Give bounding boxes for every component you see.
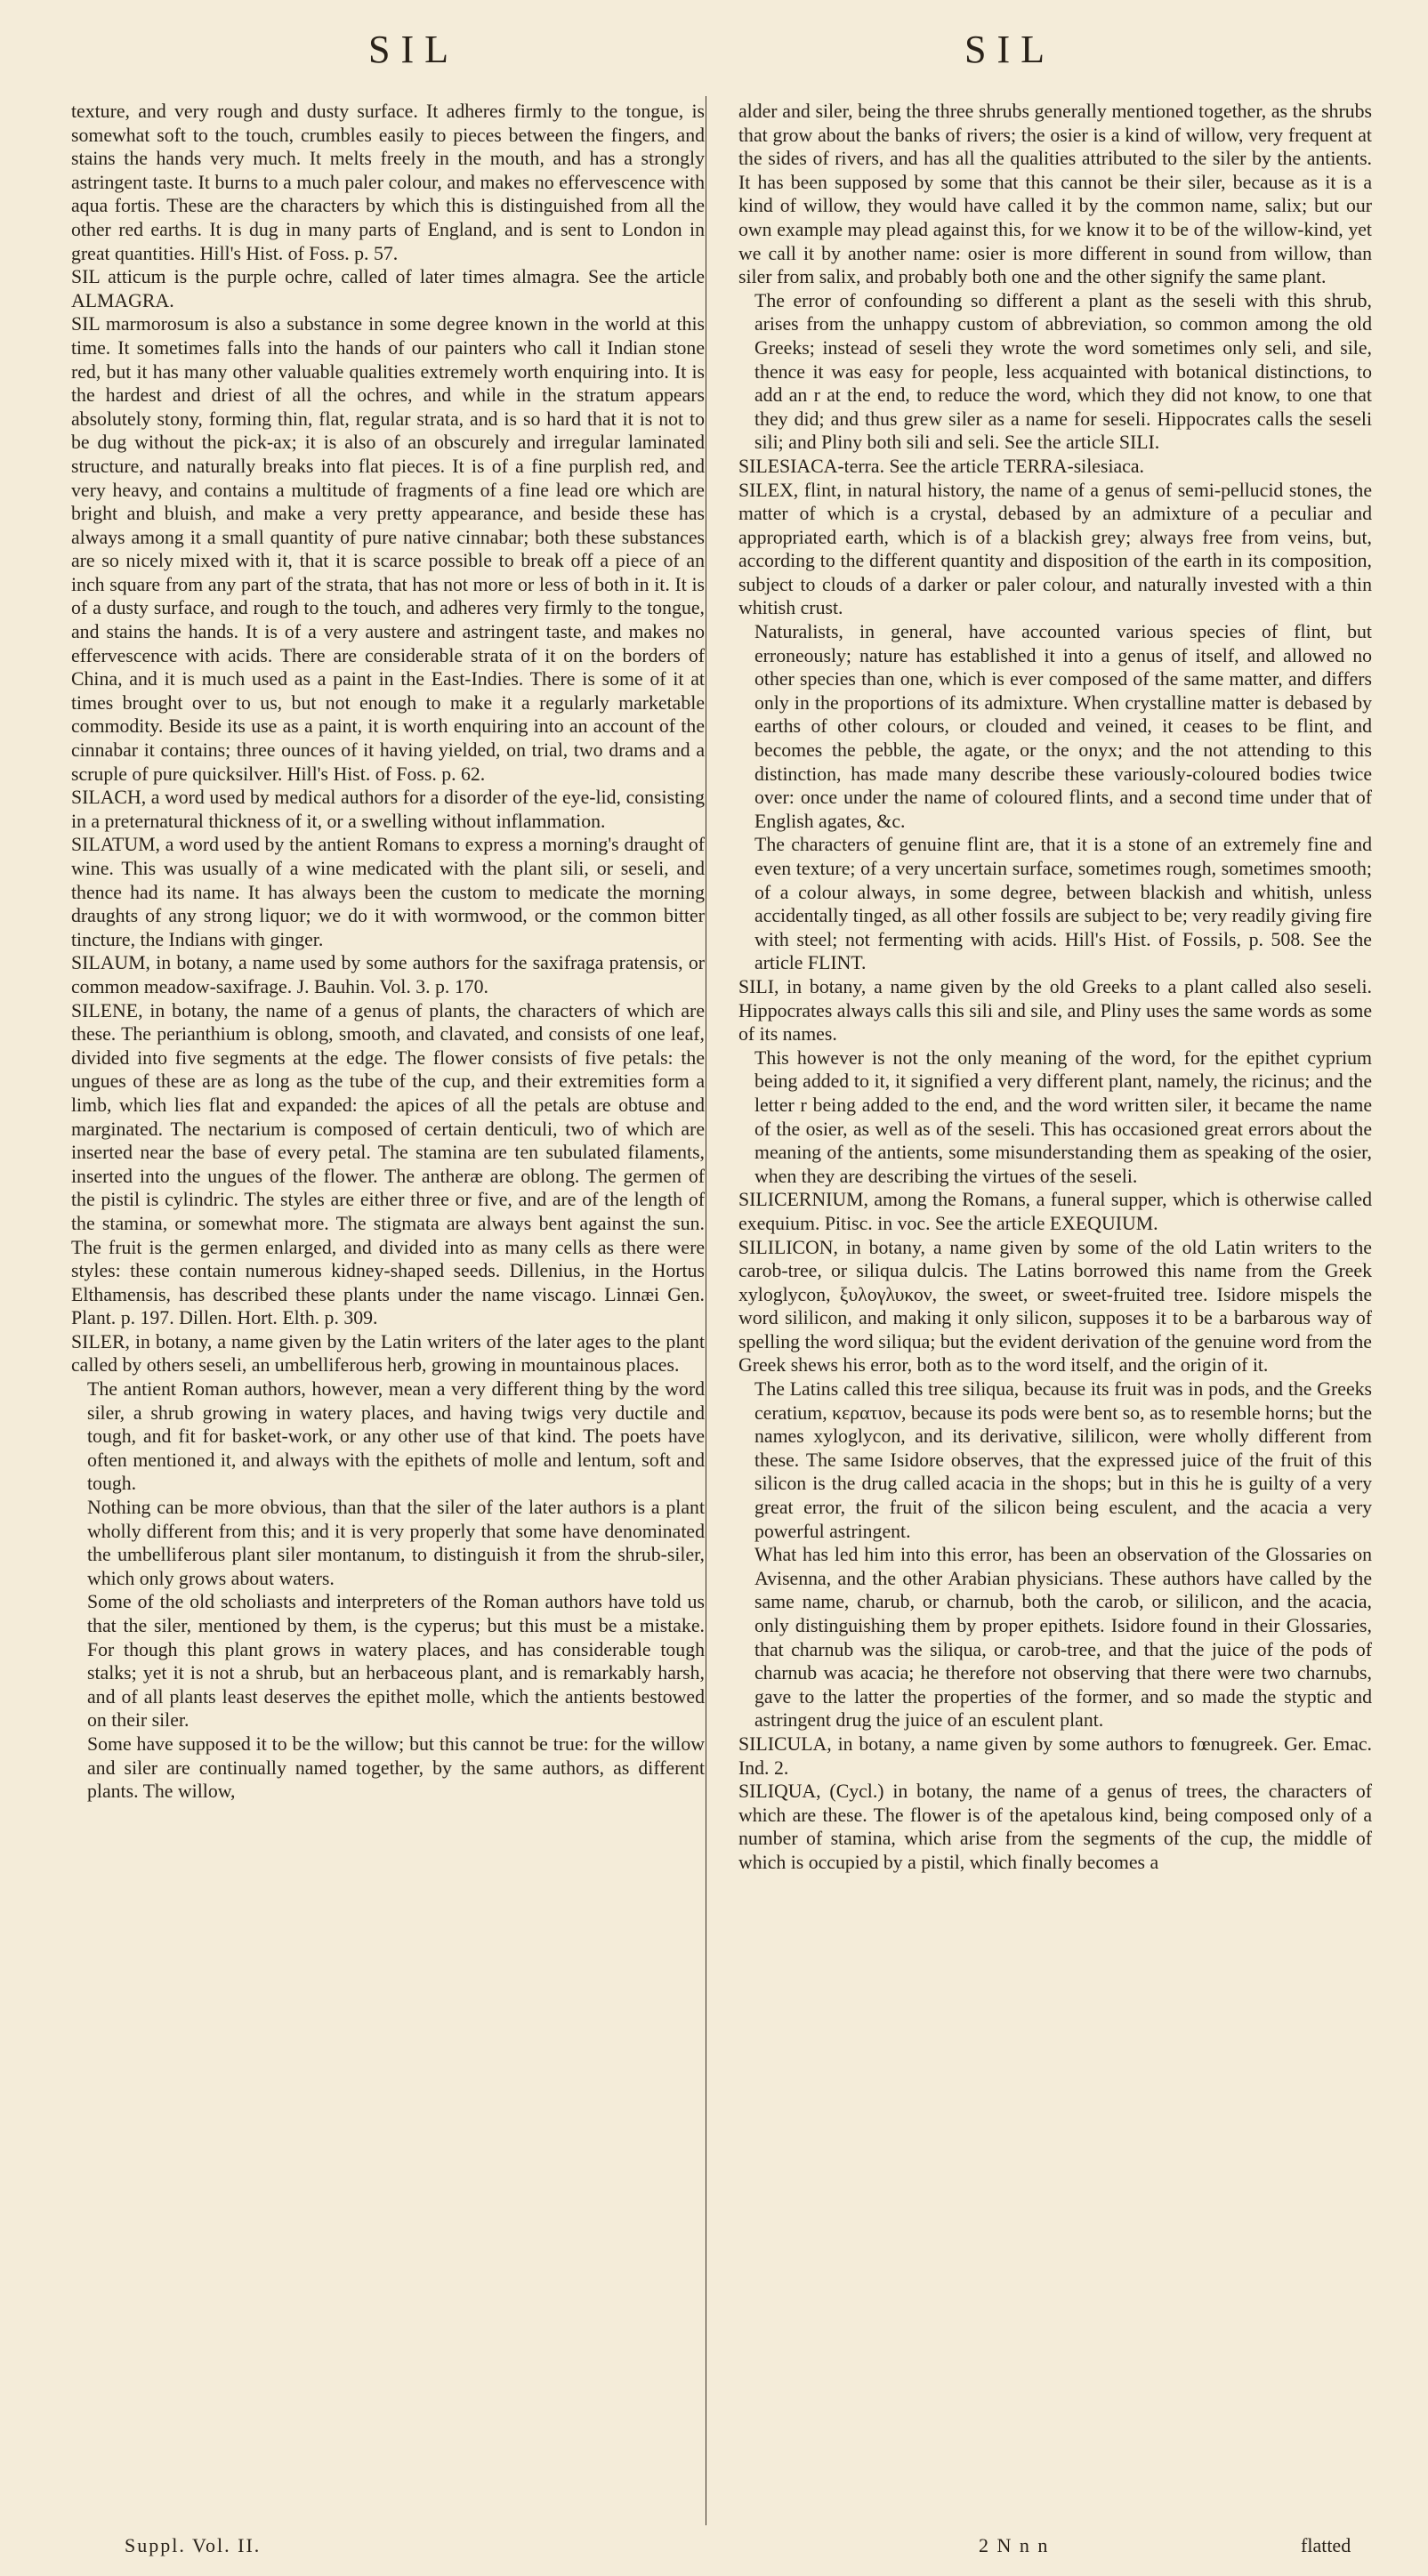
entry-silatum: SILATUM, a word used by the antient Romans to express a morning's draught of wine. This was usually of a wine medicated with the plant sili, or seseli, and thence had its name. It has always been the custom to medicate the morning draughts of any strong liquor; we do it with wormwood, or the common bitter tincture, the Indians with ginger. xyxy=(71,834,705,950)
entry-silaum: SILAUM, in botany, a name used by some authors for the saxifraga pratensis, or common meadow-saxifrage. J. Bauhin. Vol. 3. p. 170. xyxy=(71,952,705,997)
entry-sil-atticum: SIL atticum is the purple ochre, called of later times almagra. See the article ALMAGRA. xyxy=(71,266,705,311)
catchword: flatted xyxy=(1301,2534,1351,2556)
entry-silesiaca: SILESIACA-terra. See the article TERRA-silesiaca. xyxy=(738,455,1144,477)
running-head-left: SIL xyxy=(368,28,459,71)
entry-silicernium: SILICERNIUM, among the Romans, a funeral supper, which is otherwise called exequium. Pitisc. in voc. See the article EXEQUIUM. xyxy=(738,1189,1372,1234)
entry-siler: SILER, in botany, a name given by the Latin writers of the later ages to the plant called by others seseli, an umbelliferous herb, growing in mountainous places. xyxy=(71,1330,705,1377)
paragraph: What has led him into this error, has been an observation of the Glossaries on Avisenna, and the other Arabian physicians. These authors have called by the same name, charub, or charnub, both the carob, or sililicon, and the acacia, only distinguishing them by proper epithets. Isidore found in their Glossaries, that charnub was the siliqua, or carob-tree, and that the juice of the pods of charnub was acacia; he therefore not observing that there were two charnubs, gave to the latter the properties of the former, and so made the styptic and astringent drug the juice of an esculent plant. xyxy=(754,1544,1372,1732)
entry-silene: SILENE, in botany, the name of a genus of plants, the characters of which are these. The perianthium is oblong, smooth, and clavated, and consists of one leaf, divided into five segments at the edge. The flower consists of five petals: the ungues of these are as long as the tube of the cup, and their extremities form a limb, which lies flat and expanded: the apices of all the petals are obtuse and marginated. The nectarium is composed of certain denticuli, two of which are inserted near the base of every petal. The stamina are ten subulated filaments, inserted into the ungues of the flower. The antheræ are oblong. The germen of the pistil is cylindric. The styles are either three or five, and are of the length of the stamina, or somewhat more. The stigmata are always bent against the sun. The fruit is the germen enlarged, and divided into as many cells as there were styles: these contain numerous kidney-shaped seeds. Dillenius, in the Hortus Elthamensis, has described these plants under the name viscago. Linnæi Gen. Plant. p. 197. Dillen. Hort. Elth. p. 309. xyxy=(71,999,705,1329)
paragraph: alder and siler, being the three shrubs generally mentioned together, as the shrubs that grow about the banks of rivers; the osier is a kind of willow, very frequent at the sides of rivers, and has all the qualities attributed to the siler by the antients. It has been supposed by some that this cannot be their siler, because as it is a kind of willow, they would have called it by the common name, salix; but our own example may plead against this, for we know it to be of the willow-kind, yet we call it by another name: osier is more different in sound from willow, than siler from salix, and probably both one and the other signify the same plant. xyxy=(738,101,1372,288)
entry-sililicon: SILILICON, in botany, a name given by some of the old Latin writers to the carob-tree, or siliqua dulcis. The Latins borrowed this name from the Greek xyloglycon, ξυλογλυκον, the sweet, or sweet-fruited tree. Isidore mispels the word sililicon, and making it only silicon, supposes it to be a barbarous way of spelling the word siliqua; but the evident derivation of the genuine word from the Greek shews his error, both as to the word itself, and the origin of it. xyxy=(738,1236,1372,1377)
left-column xyxy=(71,100,705,1804)
paragraph: This however is not the only meaning of the word, for the epithet cyprium being added to it, it signified a very different plant, namely, the ricinus; and the letter r being added to the end, and the word written siler, it became the name of the osier, as well as of the seseli. This has occasioned great errors about the meaning of the antients, some misunderstanding them as speaking of the osier, when they are describing the virtues of the seseli. xyxy=(754,1046,1372,1187)
paragraph: The error of confounding so different a plant as the seseli with this shrub, arises from the unhappy custom of abbreviation, so common among the old Greeks; instead of seseli they wrote the word sometimes only seli, and sile, thence it was easy for people, less acquainted with botanical distinctions, to add an r at the end, to reduce the word, which they did not know, to one that they did; and thus grew siler as a name for seseli. Hippocrates calls the seseli sili; and Pliny both sili and seli. See the article SILI. xyxy=(754,289,1372,454)
entry-silach: SILACH, a word used by medical authors for a disorder of the eye-lid, consisting in a preternatural thickness of it, or a swelling without inflammation. xyxy=(71,787,705,832)
paragraph: texture, and very rough and dusty surface. It adheres firmly to the tongue, is somewhat soft to the touch, crumbles easily to pieces between the fingers, and stains the hands very much. It melts freely in the mouth, and has a strongly astringent taste. It burns to a much paler colour, and makes no effervescence with aqua fortis. These are the characters by which this is distinguished from all the other red earths. It is dug in many parts of England, and is sent to London in great quantities. Hill's Hist. of Foss. p. 57. xyxy=(71,101,705,264)
paragraph: Naturalists, in general, have accounted various species of flint, but erroneously; nature has established it into a genus of itself, and allowed no other species than one, which is ever composed of the same matter, and differs only in the proportions of its admixture. When crystalline matter is debased by earths of other colours, or clouded and veined, it ceases to be flint, and becomes the pebble, the agate, or the onyx; and the not attending to this distinction, has made many describe these variously-coloured bodies twice over: once under the name of coloured flints, and a second time under that of English agates, &c. xyxy=(754,621,1372,832)
paragraph: The characters of genuine flint are, that it is a stone of an extremely fine and even texture; of a very uncertain surface, sometimes rough, sometimes smooth; of a colour always, in some degree, between blackish and whitish, unless accidentally tinged, as all other fossils are subject to be; very readily giving fire with steel; not fermenting with acids. Hill's Hist. of Fossils, p. 508. See the article FLINT. xyxy=(754,834,1372,974)
gathering-signature: 2 N n n xyxy=(979,2534,1050,2556)
entry-silicula: SILICULA, in botany, a name given by some authors to fœnugreek. Ger. Emac. Ind. 2. xyxy=(738,1732,1372,1779)
entry-silex: SILEX, flint, in natural history, the name of a genus of semi-pellucid stones, the matter of which is a crystal, debased by an admixture of a peculiar and appropriated earth, which is of a blackish grey; always free from veins, but, according to the different quantity and disposition of the earth in its composition, subject to clouds of a darker or paler colour, and naturally invested with a thin whitish crust. xyxy=(738,479,1372,619)
paragraph: The antient Roman authors, however, mean a very different thing by the word siler, a shrub growing in watery places, and having twigs very ductile and tough, and fit for basket-work, or any other use of that kind. The poets have often mentioned it, and always with the epithets of molle and lentum, soft and tough. xyxy=(87,1378,705,1495)
entry-sili: SILI, in botany, a name given by the old Greeks to a plant called also seseli. Hippocrates always calls this sili and sile, and Pliny uses the same words as some of its names. xyxy=(738,975,1372,1046)
entry-sil-marmorosum: SIL marmorosum is also a substance in some degree known in the world at this time. It sometimes falls into the hands of our painters who call it Indian stone red, but it has many other valuable qualities extremely worth enquiring into. It is the hardest and driest of all the ochres, and while in the stratum appears absolutely stony, forming thin, flat, regular strata, and is so hard that it is not to be dug without the pick-ax; it is also of an obscurely and irregular laminated structure, and naturally breaks into flat pieces. It is of a fine purplish red, and very heavy, and contains a multitude of fragments of a fine lead ore which are bright and bluish, and make a very pretty appearance, and beside these has always among it a small quantity of pure native cinnabar; both these substances are so nicely mixed with it, that it is scarce possible to break off a piece of an inch square from any part of the strata, that has not more or less of both in it. It is of a dusty surface, and rough to the touch, and adheres very firmly to the tongue, and stains the hands. It is of a very austere and astringent taste, and makes no effervescence with acids. There are considerable strata of it on the borders of China, and it is much used as a paint in the East-Indies. There is some of it at times brought over to us, but not enough to make it a regularly marketable commodity. Beside its use as a paint, it is worth enquiring into an account of the cinnabar it contains; three ounces of it having yielded, on trial, two drams and a scruple of pure quicksilver. Hill's Hist. of Foss. p. 62. xyxy=(71,313,705,785)
running-head-right: SIL xyxy=(964,28,1055,71)
paragraph: Some have supposed it to be the willow; but this cannot be true: for the willow and siler are continually named together, by the same authors, as different plants. The willow, xyxy=(87,1732,705,1803)
volume-signature: Suppl. Vol. II. xyxy=(125,2534,262,2556)
entry-siliqua: SILIQUA, (Cycl.) in botany, the name of a genus of trees, the characters of which are these. The flower is of the apetalous kind, being composed only of a number of stamina, which arise from the segments of the cup, the middle of which is occupied by a pistil, which finally becomes a xyxy=(738,1781,1372,1873)
right-column xyxy=(738,100,1372,1875)
paragraph: The Latins called this tree siliqua, because its fruit was in pods, and the Greeks ceratium, κερατιον, because its pods were bent so, as to resemble horns; but the names xyloglycon, and its derivative, sililicon, were wholly different from these. The same Isidore observes, that the expressed juice of the fruit of this silicon is the drug called acacia in the shops; but in this he is guilty of a very great error, the fruit of the silicon being esculent, and the acacia a very powerful astringent. xyxy=(754,1378,1373,1542)
paragraph: Nothing can be more obvious, than that the siler of the later authors is a plant wholly different from this; and it is very properly that some have denominated the umbelliferous plant siler montanum, to distinguish it from the shrub-siler, which only grows about waters. xyxy=(87,1497,705,1589)
paragraph: Some of the old scholiasts and interpreters of the Roman authors have told us that the siler, mentioned by them, is the cyperus; but this must be a mistake. For though this plant grows in watery places, and has considerable tough stalks; yet it is not a shrub, but an herbaceous plant, and is remarkably harsh, and of all plants least deserves the epithet molle, which the antients bestowed on their siler. xyxy=(87,1591,705,1732)
